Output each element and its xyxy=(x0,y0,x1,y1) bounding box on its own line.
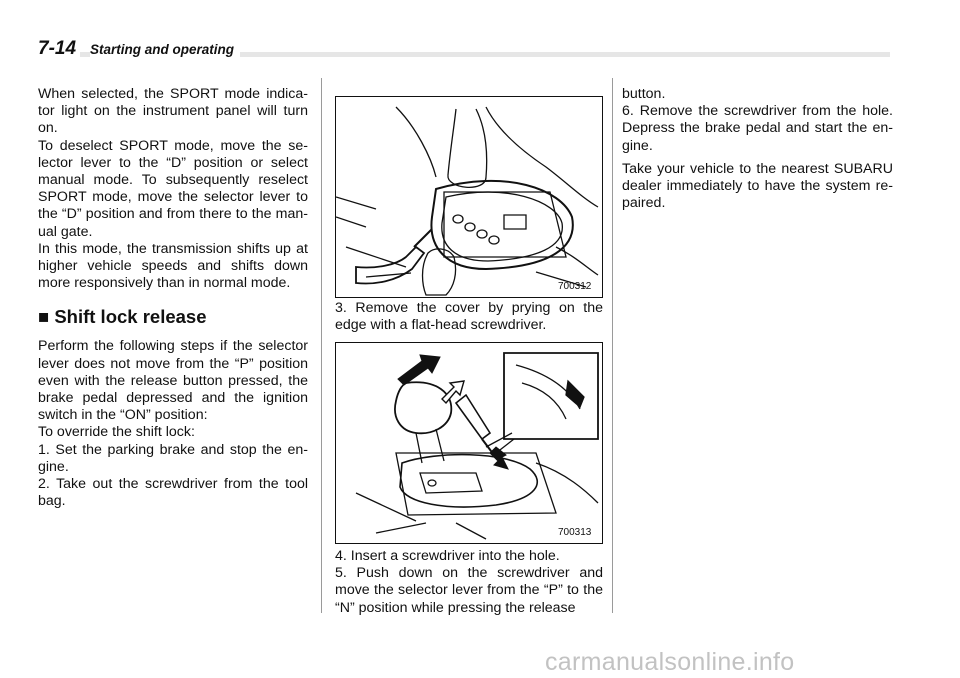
middle-column-lower xyxy=(335,548,603,617)
column-divider xyxy=(321,78,322,613)
step-2: 2. Take out the screwdriver from the tool bag. xyxy=(38,476,308,510)
left-column xyxy=(38,86,308,510)
column-divider xyxy=(612,78,613,613)
step-4: 4. Insert a screwdriver into the hole. xyxy=(335,548,560,564)
figure-id: 700312 xyxy=(558,281,592,292)
right-column xyxy=(622,86,893,212)
page-header xyxy=(38,38,890,60)
section-heading: ■ Shift lock release xyxy=(38,306,207,328)
figure-remove-cover xyxy=(335,96,603,298)
dealer-note: Take your vehicle to the nearest SUBARU dealer immediately to have the system re-paired. xyxy=(622,160,893,212)
watermark: carmanualsonline.info xyxy=(545,648,795,676)
paragraph: Perform the following steps if the selector lever does not move from the “P” position even with the release button pressed, the brake pedal depressed and the ignition switch in the “ON” position: xyxy=(38,338,308,424)
step-1: 1. Set the parking brake and stop the en-gine. xyxy=(38,441,308,475)
shifter-cover-illustration xyxy=(336,97,602,297)
section-title: Starting and operating xyxy=(90,42,240,57)
page-number: 7-14 xyxy=(38,38,80,60)
paragraph: To deselect SPORT mode, move the se-lector lever to the “D” position or select manual mode. To subsequently reselect SPORT mode, move the selector lever to the “D” position and from there to the man-ual gate. xyxy=(38,137,308,240)
step-5: 5. Push down on the screwdriver and move the selector lever from the “P” to the “N” position while pressing the release xyxy=(335,565,603,616)
figure-insert-screwdriver xyxy=(335,342,603,544)
middle-column xyxy=(335,300,603,334)
figure-id: 700313 xyxy=(558,527,592,538)
paragraph: To override the shift lock: xyxy=(38,424,195,441)
paragraph: In this mode, the transmission shifts up at higher vehicle speeds and shifts down more responsively than in normal mode. xyxy=(38,240,308,292)
step-3: 3. Remove the cover by prying on the edge with a flat-head screwdriver. xyxy=(335,300,603,334)
screwdriver-insert-illustration xyxy=(336,343,602,543)
paragraph: When selected, the SPORT mode indica-tor light on the instrument panel will turn on. xyxy=(38,86,308,137)
step-6: 6. Remove the screwdriver from the hole. Depress the brake pedal and start the en-gine. xyxy=(622,103,893,154)
step-5-continuation: button. xyxy=(622,86,666,102)
